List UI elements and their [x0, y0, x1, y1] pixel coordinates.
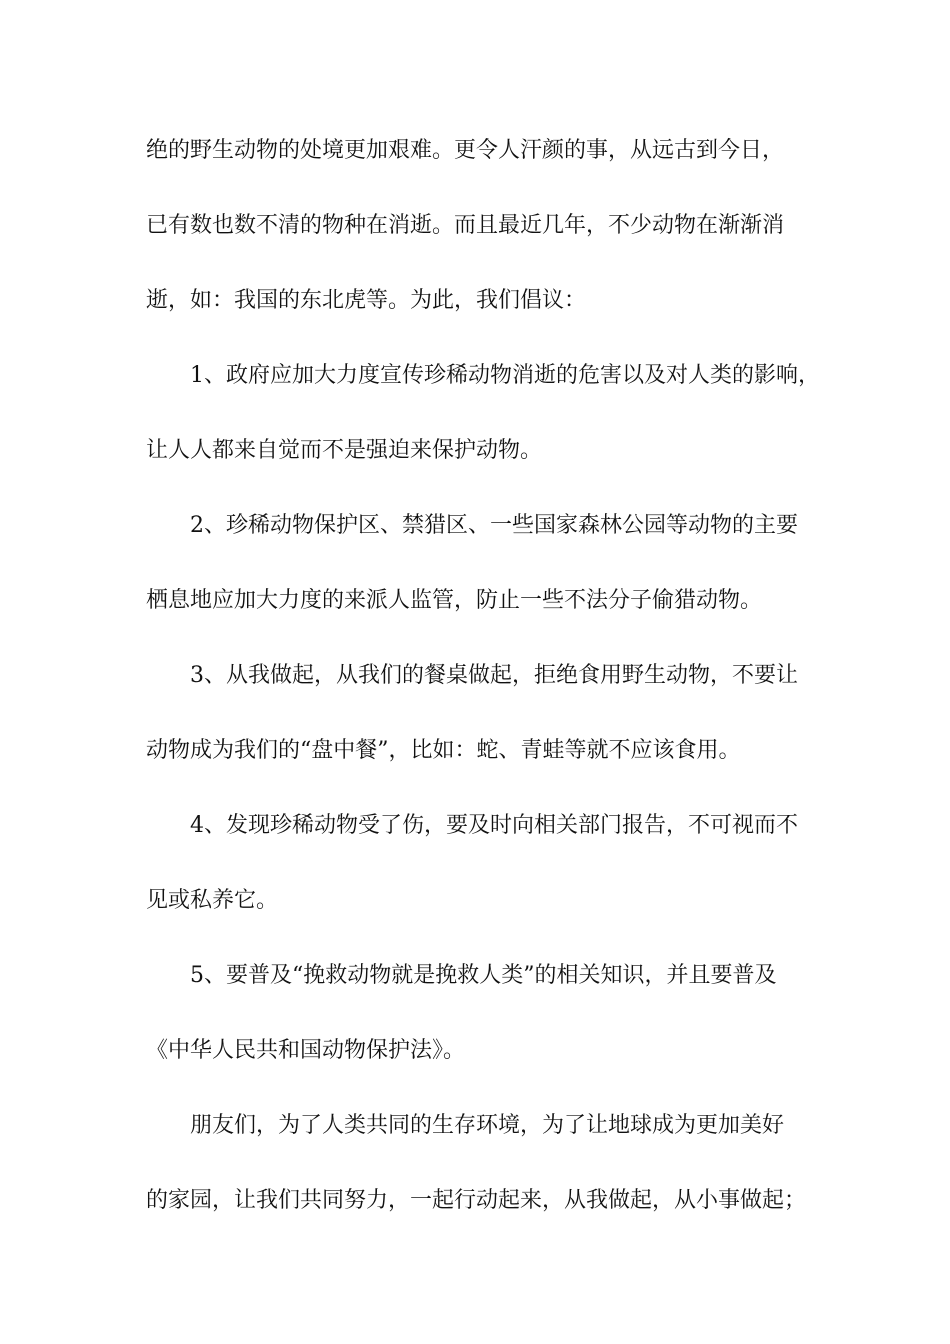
text-line: 《中华人民共和国动物保护法》。 — [146, 1038, 466, 1063]
text-line: 让人人都来自觉而不是强迫来保护动物。 — [146, 438, 543, 463]
text-line: 栖息地应加大力度的来派人监管，防止一些不法分子偷猎动物。 — [146, 588, 763, 613]
text-line: 2、珍稀动物保护区、禁猎区、一些国家森林公园等动物的主要 — [190, 513, 798, 538]
text-line: 朋友们，为了人类共同的生存环境，为了让地球成为更加美好 — [190, 1113, 785, 1138]
text-line: 绝的野生动物的处境更加艰难。更令人汗颜的事，从远古到今日， — [146, 138, 785, 163]
text-line: 动物成为我们的“盘中餐”，比如：蛇、青蛙等就不应该食用。 — [146, 738, 741, 763]
text-line: 逝，如：我国的东北虎等。为此，我们倡议： — [146, 288, 587, 313]
text-line: 1、政府应加大力度宣传珍稀动物消逝的危害以及对人类的影响， — [190, 363, 820, 388]
text-line: 见或私养它。 — [146, 888, 279, 913]
text-line: 的家园，让我们共同努力，一起行动起来，从我做起，从小事做起； — [146, 1188, 807, 1213]
text-line: 已有数也数不清的物种在消逝。而且最近几年，不少动物在渐渐消 — [146, 213, 785, 238]
text-line: 3、从我做起，从我们的餐桌做起，拒绝食用野生动物，不要让 — [190, 663, 798, 688]
text-line: 4、发现珍稀动物受了伤，要及时向相关部门报告，不可视而不 — [190, 813, 798, 838]
text-line: 5、要普及“挽救动物就是挽救人类”的相关知识，并且要普及 — [190, 963, 777, 988]
